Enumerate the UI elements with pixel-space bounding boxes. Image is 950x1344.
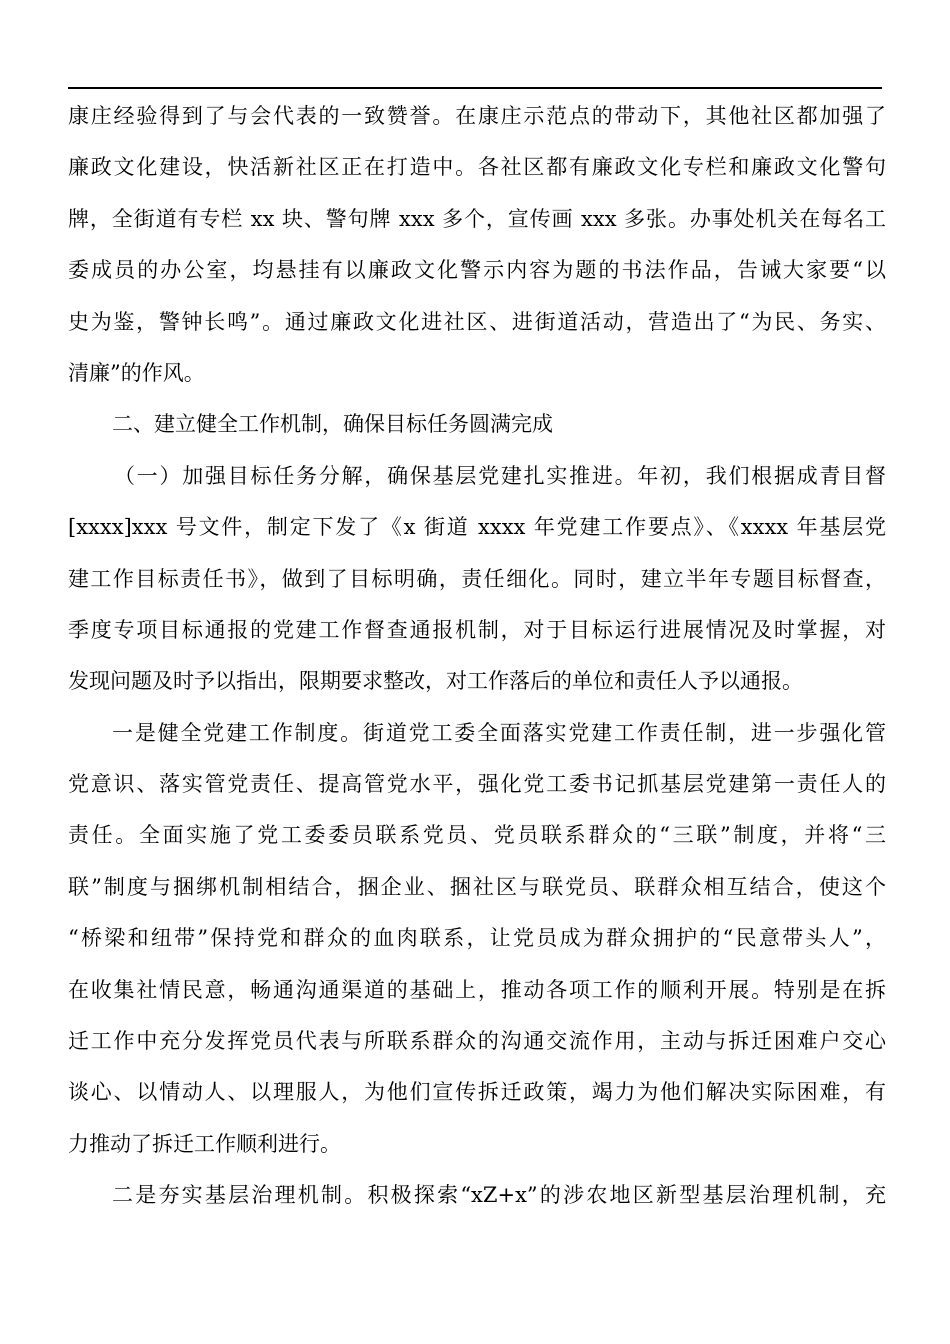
text-line: 季度专项目标通报的党建工作督查通报机制，对于目标运行进展情况及时掌握，对 <box>68 617 886 642</box>
section-heading <box>68 399 886 450</box>
text-line: 史为鉴，警钟长鸣”。通过廉政文化进社区、进街道活动，营造出了“为民、务实、 <box>68 309 886 334</box>
paragraph <box>68 708 886 1171</box>
text-line: 牌，全街道有专栏 xx 块、警句牌 xxx 多个，宣传画 xxx 多张。办事处机关在每名工 <box>68 206 886 231</box>
text-line: [xxxx]xxx 号文件，制定下发了《x 街道 xxxx 年党建工作要点》、《xxxx 年基层党 <box>68 515 886 540</box>
text-line: 二是夯实基层治理机制。积极探索“xZ+x”的涉农地区新型基层治理机制，充 <box>112 1183 886 1208</box>
text-line: 联”制度与捆绑机制相结合，捆企业、捆社区与联党员、联群众相互结合，使这个 <box>68 874 886 899</box>
paragraph <box>68 1170 886 1221</box>
text-line: （一）加强目标任务分解，确保基层党建扎实推进。年初，我们根据成青目督 <box>114 463 886 488</box>
paragraph <box>68 451 886 708</box>
text-line: 建工作目标责任书》，做到了目标明确，责任细化。同时，建立半年专题目标督查， <box>68 566 886 591</box>
paragraph <box>68 91 886 399</box>
text-line: 康庄经验得到了与会代表的一致赞誉。在康庄示范点的带动下，其他社区都加强了 <box>68 104 886 128</box>
text-line: 清廉”的作风。 <box>68 360 205 385</box>
text-line: 谈心、以情动人、以理服人，为他们宣传拆迁政策，竭力为他们解决实际困难，有 <box>68 1080 886 1105</box>
heading-line: 二、建立健全工作机制，确保目标任务圆满完成 <box>112 412 553 437</box>
document-body <box>68 91 886 1222</box>
text-line: 委成员的办公室，均悬挂有以廉政文化警示内容为题的书法作品，告诫大家要“以 <box>68 258 886 283</box>
text-line: 责任。全面实施了党工委委员联系党员、党员联系群众的“三联”制度，并将“三 <box>68 823 886 848</box>
text-line: 在收集社情民意，畅通沟通渠道的基础上，推动各项工作的顺利开展。特别是在拆 <box>68 977 886 1002</box>
text-line: 力推动了拆迁工作顺利进行。 <box>68 1131 341 1156</box>
text-line: 发现问题及时予以指出，限期要求整改，对工作落后的单位和责任人予以通报。 <box>68 669 803 694</box>
text-line: 一是健全党建工作制度。街道党工委全面落实党建工作责任制，进一步强化管 <box>112 720 886 745</box>
header-rule <box>68 87 882 89</box>
text-line: 党意识、落实管党责任、提高管党水平，强化党工委书记抓基层党建第一责任人的 <box>68 772 886 797</box>
text-line: 迁工作中充分发挥党员代表与所联系群众的沟通交流作用，主动与拆迁困难户交心 <box>68 1029 886 1054</box>
text-line: “桥梁和纽带”保持党和群众的血肉联系，让党员成为群众拥护的“民意带头人”， <box>68 926 886 951</box>
text-line: 廉政文化建设，快活新社区正在打造中。各社区都有廉政文化专栏和廉政文化警句 <box>68 155 886 180</box>
